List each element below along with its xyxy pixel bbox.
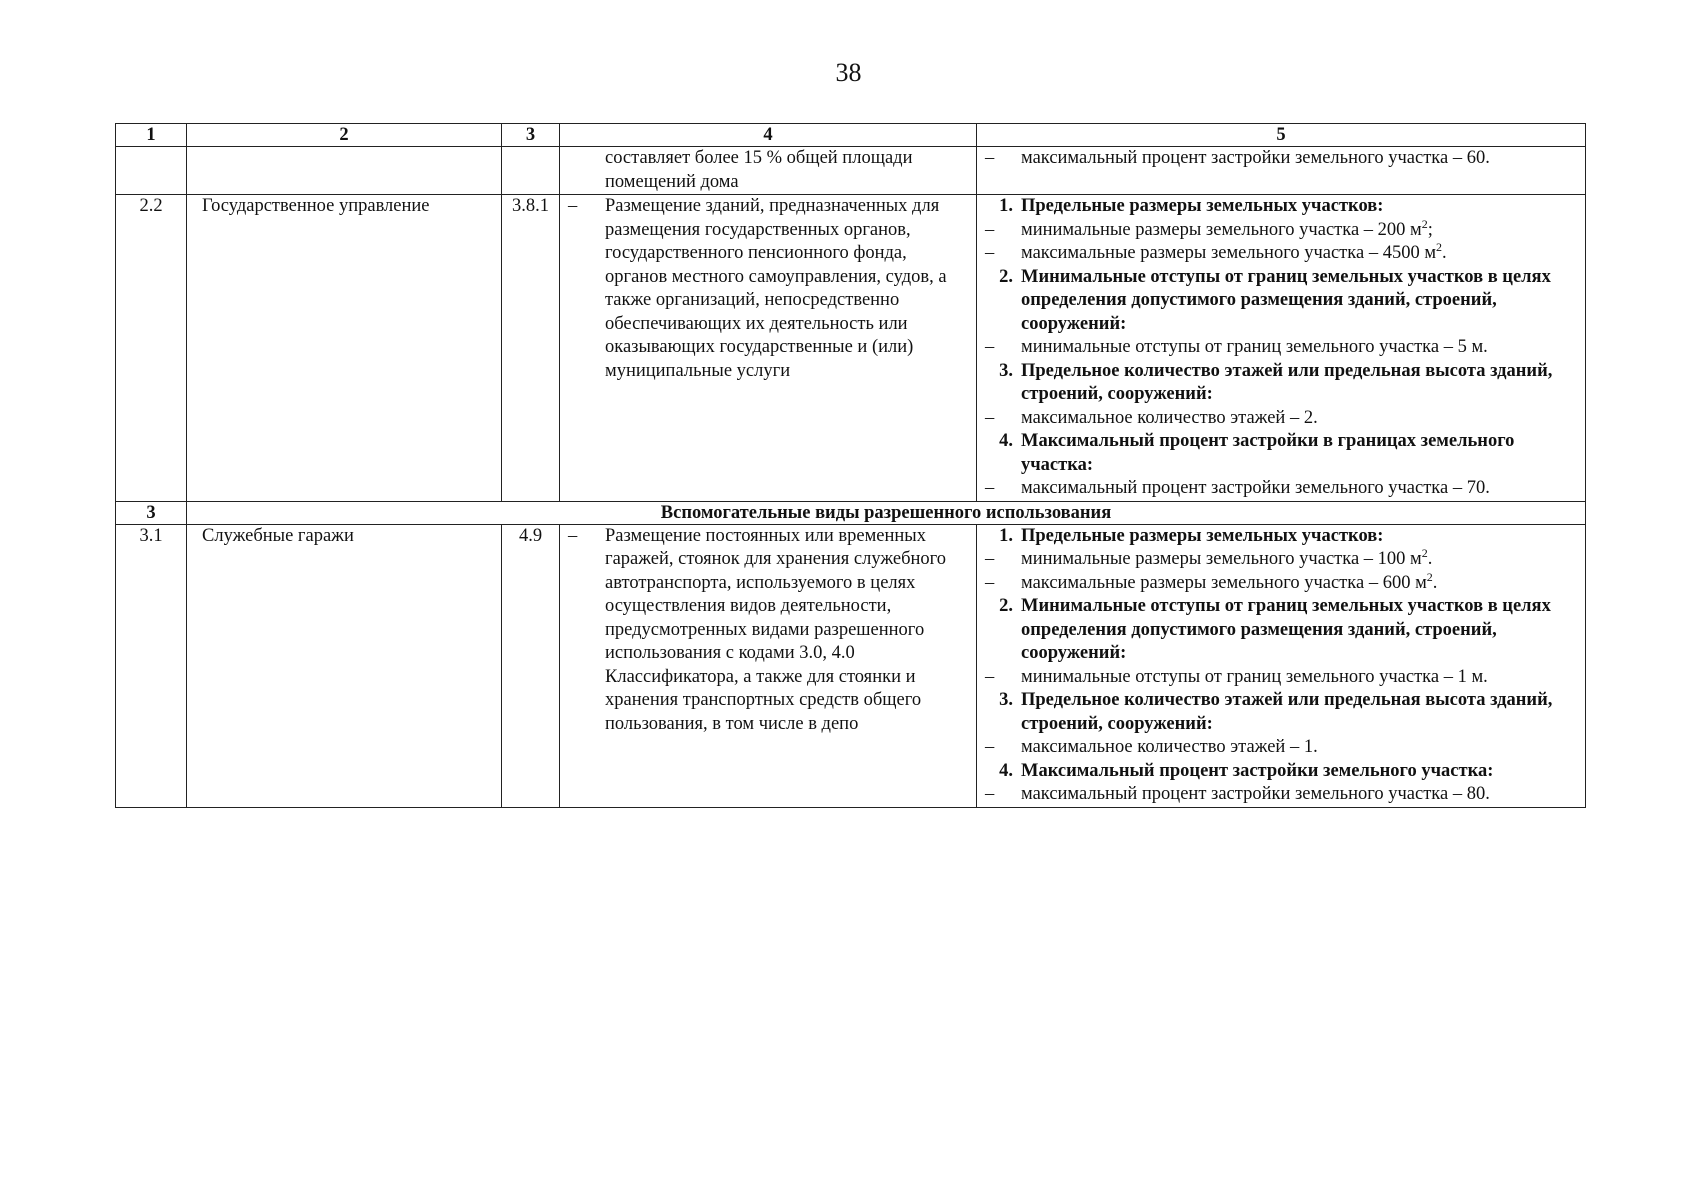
parameter-item	[977, 736, 1585, 760]
parameter-marker: 1.	[999, 525, 1013, 546]
parameter-text-wrap	[1021, 147, 1585, 171]
unit-exponent: 2	[1426, 569, 1433, 584]
parameter-item	[977, 477, 1585, 501]
parameter-text-wrap	[1021, 477, 1585, 501]
parameter-marker: –	[985, 666, 995, 687]
parameter-item	[977, 239, 1585, 266]
use-code: 3.8.1	[502, 195, 560, 502]
description-dash: –	[568, 196, 578, 216]
row-number	[116, 147, 187, 195]
parameter-text-wrap	[1021, 239, 1585, 266]
parameter-text-wrap	[1021, 336, 1585, 360]
parameter-marker: 4.	[999, 760, 1013, 781]
parameter-text: Минимальные отступы от границ земельных участков в целях определения допустимого размещения зданий, строений, сооружений:	[1021, 596, 1551, 663]
unit-exponent: 2	[1421, 545, 1428, 560]
parameter-item	[977, 783, 1585, 807]
parameter-text-wrap	[1021, 736, 1585, 760]
row-number: 3.1	[116, 524, 187, 807]
parameter-marker: –	[985, 219, 995, 240]
parameter-heading	[977, 689, 1585, 736]
parameter-marker: –	[985, 407, 995, 428]
parameter-text: максимальный процент застройки земельного участка – 80.	[1021, 784, 1490, 804]
parameter-text-wrap	[1021, 689, 1585, 736]
parameter-heading	[977, 760, 1585, 784]
parameter-punctuation: ;	[1427, 219, 1433, 240]
parameter-item	[977, 216, 1585, 243]
parameter-punctuation: .	[1427, 549, 1433, 569]
parameter-item	[977, 666, 1585, 690]
use-name: Государственное управление	[187, 195, 502, 502]
table-row	[116, 147, 1586, 195]
zoning-table	[115, 123, 1586, 808]
unit-exponent: 2	[1436, 239, 1443, 254]
description-dash: –	[568, 525, 578, 546]
parameter-punctuation: .	[1432, 572, 1438, 593]
parameter-text: максимальные размеры земельного участка – 4500 м	[1021, 243, 1437, 263]
use-name	[187, 147, 502, 195]
parameter-text: Предельные размеры земельных участков:	[1021, 196, 1384, 216]
parameter-text-wrap	[1021, 195, 1585, 219]
parameter-text: максимальное количество этажей – 1.	[1021, 737, 1318, 757]
parameter-text: Максимальный процент застройки в границах земельного участка:	[1021, 431, 1515, 475]
parameter-marker: –	[985, 148, 995, 168]
table-row	[116, 195, 1586, 502]
parameter-heading	[977, 266, 1585, 337]
use-code: 4.9	[502, 524, 560, 807]
parameter-item	[977, 336, 1585, 360]
parameter-heading	[977, 525, 1585, 549]
parameter-item	[977, 147, 1585, 171]
parameter-text: максимальный процент застройки земельного участка – 70.	[1021, 478, 1490, 498]
parameter-text: Предельные размеры земельных участков:	[1021, 525, 1384, 546]
column-header-5: 5	[977, 124, 1586, 147]
parameter-text: максимальный процент застройки земельного участка – 60.	[1021, 148, 1490, 168]
parameter-heading	[977, 430, 1585, 477]
parameter-text: минимальные размеры земельного участка – 100 м	[1021, 549, 1422, 569]
row-number: 2.2	[116, 195, 187, 502]
parameter-text: Максимальный процент застройки земельного участка:	[1021, 760, 1494, 781]
use-name: Служебные гаражи	[187, 524, 502, 807]
section-title: Вспомогательные виды разрешенного использования	[187, 501, 1586, 524]
parameter-punctuation: .	[1442, 243, 1447, 263]
parameter-marker: –	[985, 337, 995, 357]
unit-exponent: 2	[1421, 216, 1428, 231]
page-number: 38	[835, 58, 862, 87]
description-text: Размещение постоянных или временных гаражей, стоянок для хранения служебного автотранспорта, используемого в целях осуществления видов деятельности, предусмотренных видами разрешенного использования с кодами 3.0, 4.0 Классификатора, а также для стоянки и хранения транспортных средств общего пользования, в том числе в депо	[605, 525, 947, 734]
parameter-heading	[977, 360, 1585, 407]
parameter-text-wrap	[1021, 760, 1585, 784]
use-description	[560, 195, 977, 502]
use-parameters	[977, 524, 1586, 807]
parameter-text-wrap	[1021, 595, 1585, 666]
parameter-marker: –	[985, 737, 995, 757]
parameter-text: максимальные размеры земельного участка – 600 м	[1021, 572, 1427, 593]
parameter-text: максимальное количество этажей – 2.	[1021, 407, 1318, 428]
parameter-text: минимальные отступы от границ земельного участка – 1 м.	[1021, 666, 1488, 687]
parameter-item	[977, 407, 1585, 431]
parameter-marker: –	[985, 572, 995, 593]
description-dash	[560, 147, 605, 194]
parameter-marker: –	[985, 243, 995, 263]
use-parameters	[977, 147, 1586, 195]
use-parameters	[977, 195, 1586, 502]
parameter-marker: 1.	[999, 196, 1013, 216]
parameter-marker: 2.	[999, 266, 1013, 287]
parameter-text-wrap	[1021, 666, 1585, 690]
column-header-1: 1	[116, 124, 187, 147]
parameter-heading	[977, 595, 1585, 666]
parameter-marker: –	[985, 478, 995, 498]
section-row	[116, 501, 1586, 524]
parameter-text: минимальные размеры земельного участка – 200 м	[1021, 219, 1422, 240]
column-header-2: 2	[187, 124, 502, 147]
use-description	[560, 147, 977, 195]
column-header-3: 3	[502, 124, 560, 147]
column-number-row	[116, 124, 1586, 147]
parameter-marker: 2.	[999, 596, 1013, 616]
parameter-text: минимальные отступы от границ земельного участка – 5 м.	[1021, 337, 1488, 357]
parameter-item	[977, 569, 1585, 596]
table-row	[116, 524, 1586, 807]
parameter-marker: –	[985, 784, 995, 804]
parameter-marker: 3.	[999, 690, 1013, 710]
section-number: 3	[116, 501, 187, 524]
parameter-marker: 4.	[999, 431, 1013, 451]
description-text: Размещение зданий, предназначенных для размещения государственных органов, государственного пенсионного фонда, органов местного самоуправления, судов, а также организаций, непосредственно обеспечивающих их деятельность или оказывающих государственные и (или) муниципальные услуги	[605, 196, 947, 381]
parameter-text-wrap	[1021, 266, 1585, 337]
parameter-text-wrap	[1021, 783, 1585, 807]
parameter-text-wrap	[1021, 569, 1585, 596]
parameter-text: Минимальные отступы от границ земельных участков в целях определения допустимого размещения зданий, строений, сооружений:	[1021, 266, 1551, 334]
parameter-marker: 3.	[999, 360, 1013, 381]
description-text: составляет более 15 % общей площади помещений дома	[605, 148, 913, 192]
column-header-4: 4	[560, 124, 977, 147]
parameter-text-wrap	[1021, 430, 1585, 477]
parameter-text-wrap	[1021, 407, 1585, 431]
parameter-text: Предельное количество этажей или предельная высота зданий, строений, сооружений:	[1021, 360, 1553, 404]
parameter-marker: –	[985, 549, 995, 569]
use-description	[560, 524, 977, 807]
parameter-text-wrap	[1021, 525, 1585, 549]
parameter-text-wrap	[1021, 216, 1585, 243]
use-code	[502, 147, 560, 195]
parameter-text-wrap	[1021, 545, 1585, 572]
parameter-item	[977, 545, 1585, 572]
parameter-heading	[977, 195, 1585, 219]
parameter-text-wrap	[1021, 360, 1585, 407]
parameter-text: Предельное количество этажей или предельная высота зданий, строений, сооружений:	[1021, 690, 1553, 734]
